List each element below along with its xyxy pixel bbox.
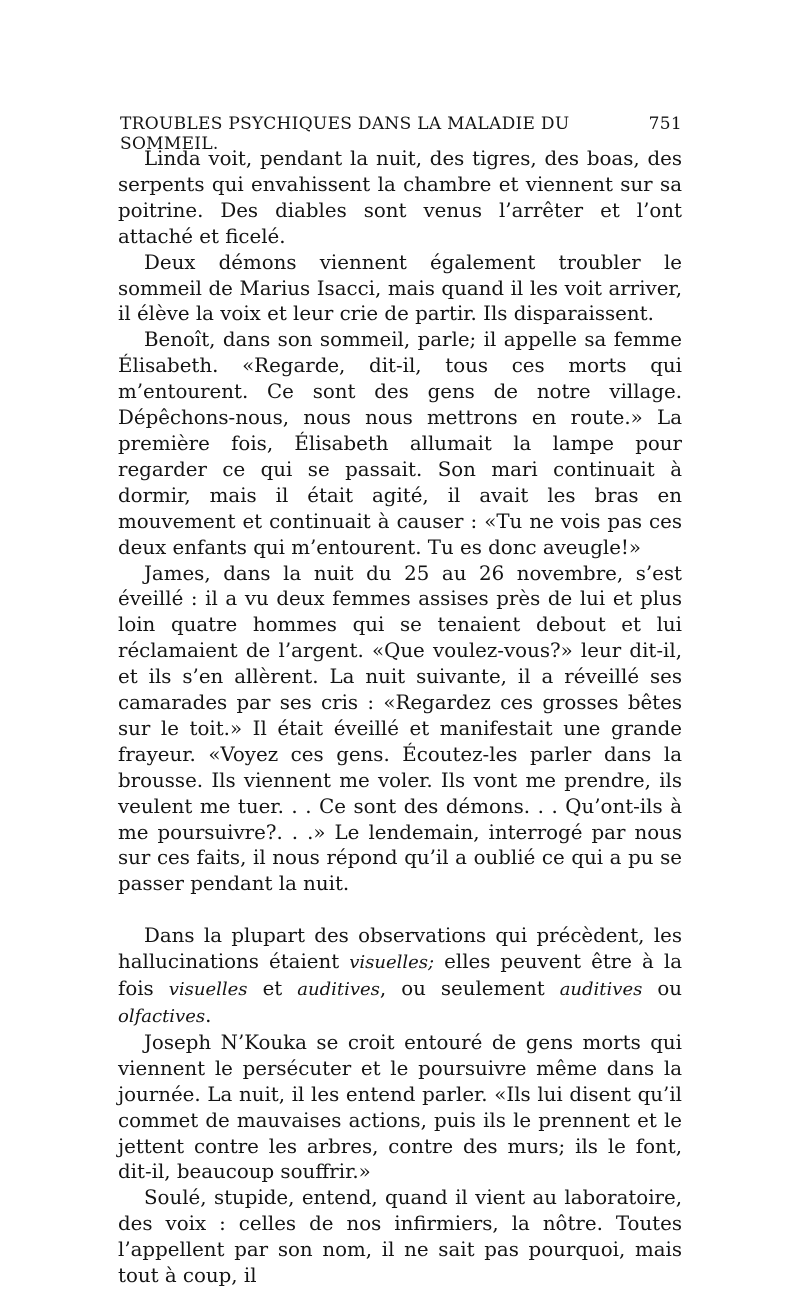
text-run: . [205,1004,212,1027]
italic-term: visuelles [168,979,248,1001]
text-run: Dans la plupart des observations qui précèdent, les hallucinations étaient [118,924,682,974]
text-run: ou [642,977,683,1001]
italic-term: visuelles; [349,952,435,974]
paragraph: Joseph N’Kouka se croit entouré de gens morts qui viennent le persécuter et le poursuivre même dans la journée. La nuit, il les entend parler. «Ils lui disent qu’il commet de mauvaises actions, puis ils le prennent et le jettent contre les arbres, contre des murs; ils le font, dit-il, beaucoup souffrir.» [118,1030,682,1184]
italic-term: auditives [297,979,380,1001]
italic-term: olfactives [118,1006,206,1027]
italic-term: auditives [559,979,643,1001]
page-number: 751 [648,114,682,134]
paragraph-hallucination-types [118,923,682,1030]
body-text [118,146,682,1289]
text-run: et [247,977,298,1001]
running-title: TROUBLES PSYCHIQUES DANS LA MALADIE DU SOMMEIL. [120,114,570,154]
paragraph: Linda voit, pendant la nuit, des tigres, des boas, des serpents qui envahissent la chambre et viennent sur sa poitrine. Des diables sont venus l’arrêter et l’ont attaché et ficelé. [118,147,682,248]
text-run: , ou seulement [379,977,560,1001]
paragraph: Benoît, dans son sommeil, parle; il appelle sa femme Élisabeth. «Regarde, dit-il, tous ces morts qui m’entourent. Ce sont des gens de notre village. Dépêchons-nous, nous nous mettrons en route.» La première fois, Élisabeth allumait la lampe pour regarder ce qui se passait. Son mari continuait à dormir, mais il était agité, il avait les bras en mouvement et continuait à causer : «Tu ne vois pas ces deux enfants qui m’entourent. Tu es donc aveugle!» [118,328,682,559]
paragraph: Soulé, stupide, entend, quand il vient au laboratoire, des voix : celles de nos infirmiers, la nôtre. Toutes l’appellent par son nom, il ne sait pas pourquoi, mais tout à coup, il [118,1186,682,1288]
paragraph: Deux démons viennent également troubler le sommeil de Marius Isacci, mais quand il les voit arriver, il élève la voix et leur crie de partir. Ils disparaissent. [118,250,682,326]
paragraph: James, dans la nuit du 25 au 26 novembre, s’est éveillé : il a vu deux femmes assises près de lui et plus loin quatre hommes qui se tenaient debout et lui réclamaient de l’argent. «Que voulez-vous?» leur dit-il, et ils s’en allèrent. La nuit suivante, il a réveillé ses camarades par ses cris : «Regardez ces grosses bêtes sur le toit.» Il était éveillé et manifestait une grande frayeur. «Voyez ces gens. Écoutez-les parler dans la brousse. Ils viennent me voler. Ils vont me prendre, ils veulent me tuer. . . Ce sont des démons. . . Qu’ont-ils à me poursuivre?. . .» Le lendemain, interrogé par nous sur ces faits, il nous répond qu’il a oublié ce qui a pu se passer pendant la nuit. [118,561,682,896]
text-run: elles peuvent être à la fois [118,950,682,1001]
